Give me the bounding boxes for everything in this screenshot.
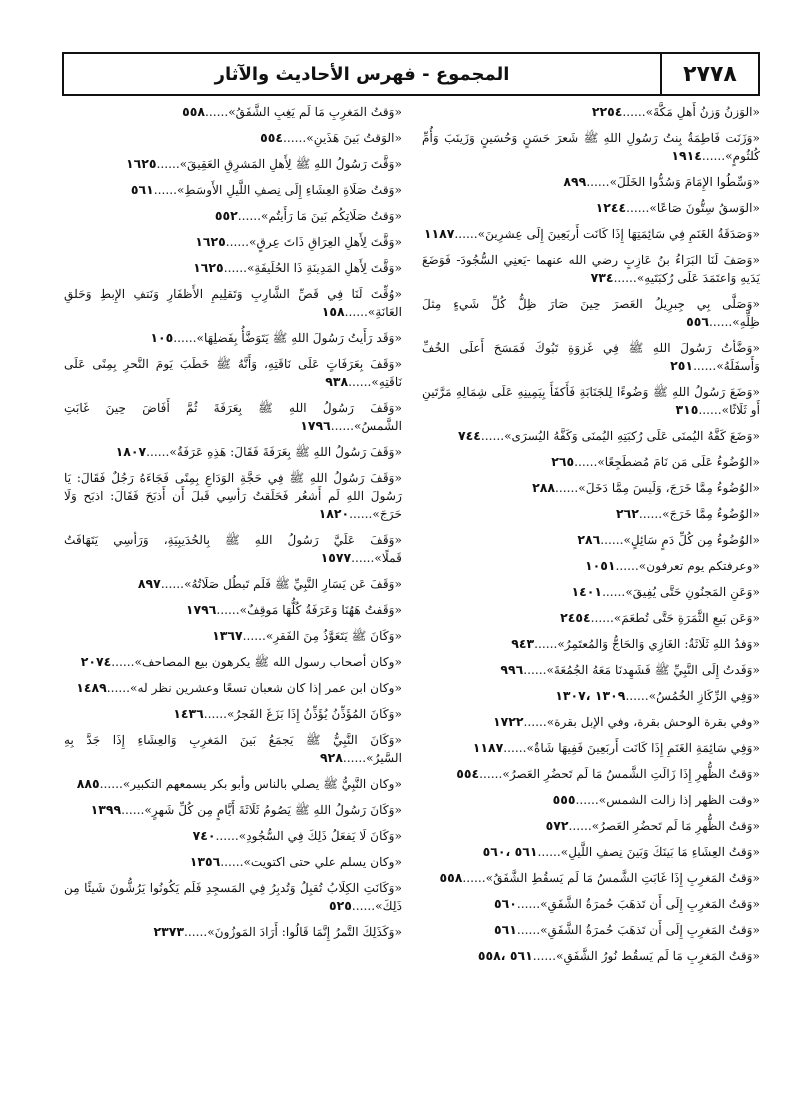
dot-leader: ...... [622, 105, 646, 119]
hadith-text: «وقت الظهر إذا زالت الشمس» [598, 793, 760, 807]
hadith-reference-number: ٧٣٤ [590, 270, 614, 285]
hadith-text: «وكان أصحاب رسول الله ﷺ يكرهون بيع المصاحف» [134, 655, 402, 669]
dot-leader: ...... [516, 923, 541, 937]
hadith-text: «وَقَفَ عَن يَسَارِ النَّبِيِّ ﷺ فَلَم تَبطُل صَلَاتُهُ» [184, 577, 402, 591]
hadith-reference-number: ١٤٠١ [571, 584, 603, 599]
index-column-right [422, 100, 760, 1070]
hadith-text: «وَفَدتُ إِلَى النَّبِيِّ ﷺ فَشَهِدنَا مَعَهُ الجُمُعَةَ» [546, 663, 760, 677]
hadith-reference-number: ٥٧٢ [545, 818, 569, 833]
hadith-text: «وَقتُ صَلَاتِكُم بَينَ مَا رَأَيتُم» [261, 209, 402, 223]
hadith-reference-number: ٢٤٥٤ [560, 610, 591, 625]
hadith-text: «وَقتُ الظُّهرِ إِذَا زَالَتِ الشَّمسُ مَا لَم تَحضُرِ العَصرُ» [502, 767, 760, 781]
hadith-reference-number: ١٨٢٠ [318, 506, 350, 521]
dot-leader: ...... [344, 305, 368, 319]
hadith-text: «وَقَفتُ هَهُنَا وَعَرَفَةُ كُلُّهَا مَوقِفٌ» [239, 603, 402, 617]
index-entry [422, 580, 760, 606]
index-entry [422, 944, 760, 970]
hadith-text: «وَقتُ المَغرِبِ إِذَا غَابَتِ الشَّمسُ مَا لَم يَسقُطِ الشَّفَقُ» [485, 871, 760, 885]
dot-leader: ...... [99, 777, 123, 791]
index-entry [64, 178, 402, 204]
dot-leader: ...... [454, 227, 478, 241]
index-entry [422, 632, 760, 658]
dot-leader: ...... [532, 949, 556, 963]
index-entry [422, 248, 760, 292]
dot-leader: ...... [242, 629, 266, 643]
hadith-reference-number: ٩٩٦ [500, 662, 524, 677]
dot-leader: ...... [160, 577, 185, 591]
hadith-reference-number: ١٣٠٩ ،١٣٠٧ [555, 688, 626, 703]
index-entry [422, 892, 760, 918]
hadith-text: «وكان النَّبِيُّ ﷺ يصلي بالناس وأبو بكر يسمعهم التكبير» [122, 777, 402, 791]
index-entry [422, 658, 760, 684]
index-entry [64, 256, 402, 282]
index-entry [64, 126, 402, 152]
hadith-text: «الوُضُوءُ مِمَّا خَرَجَ، وَلَيسَ مِمَّا دَخَلَ» [578, 481, 760, 495]
hadith-text: «الوُضُوءُ عَلَى مَن نَامَ مُضطَجِعًا» [597, 455, 760, 469]
index-entry [422, 476, 760, 502]
hadith-text: «وَكَانَ رَسُولُ اللهِ ﷺ يَصُومُ ثَلَاثَةَ أَيَّامٍ مِن كُلِّ شَهرٍ» [144, 803, 402, 817]
dot-leader: ...... [220, 855, 244, 869]
hadith-text: «الوَقتُ بَينَ هَذَينِ» [306, 131, 402, 145]
hadith-text: «وفي بقرة الوحش بقرة، وفي الإبل بقرة» [546, 715, 760, 729]
dot-leader: ...... [156, 157, 180, 171]
index-entry [422, 918, 760, 944]
hadith-text: «وَضَعَ رَسُولُ اللهِ ﷺ وَضُوءًا لِلجَنَابَةِ فَأَكفَأَ بِيَمِينِهِ عَلَى شِمَالِهِ مَرَّتَينِ أَو ثَلَاثًا» [422, 385, 760, 417]
dot-leader: ...... [215, 829, 239, 843]
dot-leader: ...... [701, 149, 726, 163]
hadith-text: «وَصَفَ لَنَا البَرَاءُ بنُ عَازِبٍ رضي الله عنهما -يَعنِي السُّجُودَ- فَوَضَعَ يَدَيهِ وَاعتَمَدَ عَلَى رُكبَتَيهِ» [422, 253, 760, 285]
dot-leader: ...... [698, 403, 722, 417]
dot-leader: ...... [173, 331, 197, 345]
index-columns [64, 100, 760, 1070]
hadith-text: «وَصَدَقَةُ الغَنَمِ فِي سَائِمَتِهَا إِذَا كَانَت أَربَعِينَ إِلَى عِشرِينَ» [477, 227, 760, 241]
index-entry [64, 598, 402, 624]
index-entry [422, 196, 760, 222]
dot-leader: ...... [693, 359, 717, 373]
index-entry [64, 798, 402, 824]
hadith-reference-number: ١٤٨٩ [76, 680, 107, 695]
index-entry [64, 528, 402, 572]
hadith-text: «وَكَانَتِ الكِلَابُ تُقبِلُ وَتُدبِرُ فِي المَسجِدِ فَلَم يَكُونُوا يَرُشُّونَ شَيئًا مِن ذَلِكَ» [64, 881, 402, 913]
hadith-text: «وَقتُ المَغرِبِ مَا لَم يَغِبِ الشَّفَقُ» [228, 105, 402, 119]
hadith-reference-number: ٢٦٥ [551, 454, 575, 469]
index-entry [64, 650, 402, 676]
hadith-reference-number: ٥٢٥ [328, 898, 352, 913]
index-entry [422, 100, 760, 126]
index-entry [422, 606, 760, 632]
hadith-reference-number: ٥٥٥ [552, 792, 576, 807]
hadith-text: «الوُضُوءُ مِمَّا خَرَجَ» [662, 507, 760, 521]
hadith-reference-number: ١٨٠٧ [115, 444, 147, 459]
index-entry [422, 788, 760, 814]
hadith-reference-number: ٨٨٥ [76, 776, 100, 791]
index-entry [422, 840, 760, 866]
hadith-reference-number: ١٧٩٦ [185, 602, 217, 617]
hadith-reference-number: ١٢٤٤ [595, 200, 627, 215]
index-entry [422, 126, 760, 170]
dot-leader: ...... [626, 201, 650, 215]
hadith-reference-number: ٧٤٤ [457, 428, 481, 443]
index-entry [64, 440, 402, 466]
hadith-reference-number: ٥٥٨ [182, 104, 205, 119]
dot-leader: ...... [203, 707, 228, 721]
hadith-reference-number: ٢٠٧٤ [80, 654, 112, 669]
dot-leader: ...... [574, 455, 598, 469]
hadith-reference-number: ٧٤٠ [192, 828, 216, 843]
hadith-reference-number: ٢٨٨ [532, 480, 556, 495]
hadith-text: «وعرفتكم يوم تعرفون» [638, 559, 760, 573]
index-entry [64, 466, 402, 528]
index-entry [64, 572, 402, 598]
hadith-text: «وَقَّتَ لِأَهلِ المَدِينَةِ ذَا الحُلَيفَةِ» [246, 261, 402, 275]
page-header [62, 52, 760, 96]
index-entry [64, 396, 402, 440]
hadith-reference-number: ١٣٩٩ [90, 802, 122, 817]
dot-leader: ...... [342, 751, 367, 765]
index-entry [422, 762, 760, 788]
hadith-reference-number: ٢٢٥٤ [591, 104, 623, 119]
hadith-reference-number: ٥٦١ ،٥٦٠ [482, 844, 538, 859]
hadith-text: «وَضَّأتُ رَسُولَ اللهِ ﷺ فِي غَزوَةِ تَبُوكَ فَمَسَحَ أَعلَى الخُفِّ وَأَسفَلَهُ» [422, 341, 760, 373]
index-entry [422, 292, 760, 336]
hadith-reference-number: ١٣٦٧ [212, 628, 243, 643]
dot-leader: ...... [523, 663, 547, 677]
dot-leader: ...... [586, 175, 610, 189]
dot-leader: ...... [615, 559, 639, 573]
index-entry [422, 380, 760, 424]
index-entry [64, 282, 402, 326]
hadith-reference-number: ٢٥١ [670, 358, 694, 373]
hadith-text: «وَقَد رَأَيتُ رَسُولَ اللهِ ﷺ يَتَوَضَّأُ بِفَضلِهَا» [196, 331, 402, 345]
dot-leader: ...... [575, 793, 599, 807]
hadith-text: «وَكَانَ المُؤَذِّنُ يُؤَذِّنُ إِذَا بَزَغَ الفَجرُ» [227, 707, 402, 721]
index-entry [64, 702, 402, 728]
hadith-text: «الوَسقُ سِتُّونَ صَاعًا» [649, 201, 760, 215]
hadith-text: «وَقتُ الظُّهرِ مَا لَم تَحضُرِ العَصرُ» [591, 819, 760, 833]
hadith-text: «وَصَلَّى بِي جِبرِيلُ العَصرَ حِينَ صَارَ ظِلُّ كُلِّ شَيءٍ مِثلَ ظِلِّهِ» [422, 297, 760, 329]
hadith-reference-number: ٥٥٢ [214, 208, 238, 223]
hadith-reference-number: ١٠٥١ [585, 558, 616, 573]
hadith-text: «وَفِي الرِّكَازِ الخُمُسُ» [648, 689, 760, 703]
index-entry [64, 152, 402, 178]
hadith-reference-number: ٥٦١ [494, 922, 517, 937]
index-entry [422, 866, 760, 892]
index-entry [64, 920, 402, 946]
index-entry [422, 684, 760, 710]
dot-leader: ...... [534, 637, 558, 651]
dot-leader: ...... [111, 655, 135, 669]
hadith-text: «وَقَفَ رَسُولُ اللهِ ﷺ فِي حَجَّةِ الوَدَاعِ بِمِنًى فَجَاءَهُ رَجُلٌ فَقَالَ: يَا رَسُولَ اللهِ لَم أَشعُر فَحَلَقتُ رَأسِي قَبلَ أَن أَذبَحَ فَقَالَ: اذبَح وَلَا حَرَجَ» [64, 471, 402, 521]
hadith-text: «وَفِي سَائِمَةِ الغَنَمِ إِذَا كَانَت أَربَعِينَ فَفِيهَا شَاةٌ» [526, 741, 760, 755]
index-entry [64, 850, 402, 876]
dot-leader: ...... [590, 611, 614, 625]
hadith-reference-number: ٥٦١ ،٥٥٨ [477, 948, 533, 963]
hadith-reference-number: ١٤٣٦ [173, 706, 204, 721]
index-column-left [64, 100, 402, 1070]
index-entry [422, 554, 760, 580]
hadith-text: «وَقتُ صَلَاةِ العِشَاءِ إِلَى نِصفِ اللَّيلِ الأَوسَطِ» [176, 183, 402, 197]
dot-leader: ...... [555, 481, 579, 495]
dot-leader: ...... [479, 767, 503, 781]
index-entry [64, 824, 402, 850]
hadith-reference-number: ١٦٢٥ [125, 156, 157, 171]
hadith-text: «الوُضُوءُ مِن كُلِّ دَمٍ سَائِلٍ» [623, 533, 760, 547]
hadith-reference-number: ٥٥٤ [456, 766, 480, 781]
dot-leader: ...... [330, 419, 354, 433]
hadith-text: «وَقَفَ بِعَرَفَاتٍ عَلَى نَاقَتِهِ، وَأَنَّهُ ﷺ خَطَبَ يَومَ النَّحرِ بِمِنًى عَلَى نَاقَتِهِ» [64, 357, 402, 389]
dot-leader: ...... [225, 235, 250, 249]
index-entry [64, 230, 402, 256]
page-number: ٢٧٧٨ [660, 54, 758, 94]
index-entry [422, 222, 760, 248]
dot-leader: ...... [480, 429, 505, 443]
dot-leader: ...... [237, 209, 262, 223]
index-entry [422, 528, 760, 554]
hadith-text: «وَفدُ اللهِ ثَلَاثَةٌ: الغَازِي وَالحَاجُّ وَالمُعتَمِرُ» [557, 637, 760, 651]
hadith-reference-number: ٢٨٦ [577, 532, 601, 547]
hadith-reference-number: ٢٦٢ [616, 506, 639, 521]
hadith-text: «وكان ابن عمر إذا كان شعبان تسعًا وعشرين نظر له» [130, 681, 402, 695]
dot-leader: ...... [568, 819, 592, 833]
hadith-reference-number: ١٠٥ [150, 330, 174, 345]
dot-leader: ...... [106, 681, 131, 695]
hadith-text: «وَقتُ العِشَاءِ مَا بَينَكَ وَبَينَ نِصفِ اللَّيلِ» [560, 845, 760, 859]
dot-leader: ...... [537, 845, 561, 859]
index-entry [422, 424, 760, 450]
index-entry [64, 624, 402, 650]
hadith-reference-number: ٥٦٠ [494, 896, 517, 911]
hadith-reference-number: ١٥٧٧ [320, 550, 352, 565]
hadith-reference-number: ١١٨٧ [472, 740, 504, 755]
index-entry [422, 736, 760, 762]
hadith-reference-number: ٨٩٩ [563, 174, 587, 189]
hadith-reference-number: ١٦٢٥ [195, 234, 226, 249]
hadith-reference-number: ١٦٢٥ [193, 260, 224, 275]
hadith-text: «وَقتُ المَغرِبِ إِلَى أَن تَذهَبَ حُمرَةُ الشَّفَقِ» [540, 923, 760, 937]
dot-leader: ...... [204, 105, 229, 119]
hadith-text: «وَعَن بَيعِ الثَّمَرَةِ حَتَّى تُطعَمَ» [613, 611, 760, 625]
index-entry [64, 676, 402, 702]
hadith-text: «وَكَانَ النَّبِيُّ ﷺ يَجمَعُ بَينَ المَغرِبِ وَالعِشَاءِ إِذَا جَدَّ بِهِ السَّيرُ» [64, 733, 402, 765]
hadith-reference-number: ١٥٨ [321, 304, 345, 319]
hadith-reference-number: ٥٥٨ [439, 870, 463, 885]
dot-leader: ...... [351, 551, 375, 565]
index-entry [64, 772, 402, 798]
dot-leader: ...... [153, 183, 177, 197]
index-entry [422, 814, 760, 840]
index-entry [422, 710, 760, 736]
index-entry [422, 170, 760, 196]
page-title: المجموع - فهرس الأحاديث والآثار [214, 63, 510, 85]
dot-leader: ...... [709, 315, 733, 329]
hadith-reference-number: ١٧٢٢ [492, 714, 524, 729]
hadith-reference-number: ٨٩٧ [137, 576, 161, 591]
dot-leader: ...... [600, 533, 624, 547]
hadith-text: «وَكَانَ لَا يَفعَلُ ذَلِكَ فِي السُّجُودِ» [238, 829, 402, 843]
hadith-text: «وَقَّتَ لِأَهلِ العِرَاقِ ذَاتَ عِرقٍ» [249, 235, 402, 249]
hadith-reference-number: ٣١٥ [675, 402, 699, 417]
dot-leader: ...... [523, 715, 547, 729]
hadith-reference-number: ١١٨٧ [423, 226, 455, 241]
dot-leader: ...... [602, 585, 626, 599]
hadith-reference-number: ١٣٥٦ [189, 854, 221, 869]
hadith-reference-number: ١٧٩٦ [300, 418, 331, 433]
dot-leader: ...... [184, 925, 208, 939]
hadith-text: «وَقتُ المَغرِبِ إِلَى أَن تَذهَبَ حُمرَةُ الشَّفَقِ» [540, 897, 760, 911]
hadith-reference-number: ٩٢٨ [320, 750, 343, 765]
dot-leader: ...... [351, 899, 376, 913]
hadith-reference-number: ٩٤٣ [511, 636, 535, 651]
dot-leader: ...... [146, 445, 170, 459]
dot-leader: ...... [121, 803, 145, 817]
index-entry [64, 326, 402, 352]
index-entry [422, 336, 760, 380]
hadith-reference-number: ٥٦١ [130, 182, 154, 197]
dot-leader: ...... [462, 871, 486, 885]
hadith-reference-number: ٩٣٨ [325, 374, 349, 389]
hadith-text: «وَقَّتَ رَسُولُ اللهِ ﷺ لِأَهلِ المَشرِقِ العَقِيقَ» [179, 157, 402, 171]
hadith-text: «وَكَذَلِكَ التَّمرُ إِنَّمَا قَالُوا: أَرَادَ المَوزُونَ» [207, 925, 402, 939]
index-entry [64, 876, 402, 920]
dot-leader: ...... [638, 507, 663, 521]
dot-leader: ...... [625, 689, 649, 703]
dot-leader: ...... [503, 741, 527, 755]
index-entry [422, 450, 760, 476]
hadith-reference-number: ١٩١٤ [671, 148, 702, 163]
hadith-text: «وكان يسلم علي حتى اكتويت» [243, 855, 402, 869]
hadith-text: «الوَزنُ وَزنُ أَهلِ مَكَّةَ» [645, 105, 760, 119]
hadith-reference-number: ٥٥٦ [686, 314, 710, 329]
hadith-text: «وَقتُ المَغرِبِ مَا لَم يَسقُط نُورُ الشَّفَقِ» [556, 949, 760, 963]
index-entry [422, 502, 760, 528]
index-entry [64, 204, 402, 230]
dot-leader: ...... [516, 897, 541, 911]
hadith-text: «وَقَفَ عَلَيَّ رَسُولُ اللهِ ﷺ بِالحُدَيبِيَةِ، وَرَأسِي يَتَهَافَتُ قَملًا» [64, 533, 402, 565]
hadith-text: «وَضَعَ كَفَّهُ اليُمنَى عَلَى رُكبَتِهِ اليُمنَى وَكَفَّهُ اليُسرَى» [504, 429, 760, 443]
dot-leader: ...... [283, 131, 307, 145]
index-entry [64, 728, 402, 772]
dot-leader: ...... [223, 261, 247, 275]
hadith-text: «وُقِّتَ لَنَا فِي قَصِّ الشَّارِبِ وَتَقلِيمِ الأَظفَارِ وَنَتفِ الإِبطِ وَحَلقِ العَانَةِ» [64, 287, 402, 319]
hadith-text: «وَقَفَ رَسُولُ اللهِ ﷺ بِعَرَفَةَ ثُمَّ أَفَاضَ حِينَ غَابَتِ الشَّمسُ» [64, 401, 402, 433]
dot-leader: ...... [348, 375, 372, 389]
hadith-text: «وَعَنِ المَجنُونِ حَتَّى يُفِيقَ» [625, 585, 760, 599]
hadith-reference-number: ٢٣٧٣ [153, 924, 185, 939]
hadith-reference-number: ٥٥٤ [260, 130, 284, 145]
hadith-text: «وَزَنَت فَاطِمَةُ بِنتُ رَسُولِ اللهِ ﷺ شَعرَ حَسَنٍ وَحُسَينٍ وَزَينَبَ وَأُمِّ كُلثُومٍ» [422, 131, 760, 163]
dot-leader: ...... [613, 271, 637, 285]
index-entry [64, 100, 402, 126]
hadith-text: «وَقَفَ رَسُولُ اللهِ ﷺ بِعَرَفَةَ فَقَالَ: هَذِهِ عَرَفَةُ» [169, 445, 402, 459]
hadith-text: «وَكَانَ ﷺ يَتَعَوَّذُ مِنَ الفَقرِ» [265, 629, 402, 643]
dot-leader: ...... [216, 603, 240, 617]
dot-leader: ...... [349, 507, 373, 521]
hadith-text: «وَسِّطُوا الإِمَامَ وَسُدُّوا الخَلَلَ» [609, 175, 760, 189]
index-entry [64, 352, 402, 396]
